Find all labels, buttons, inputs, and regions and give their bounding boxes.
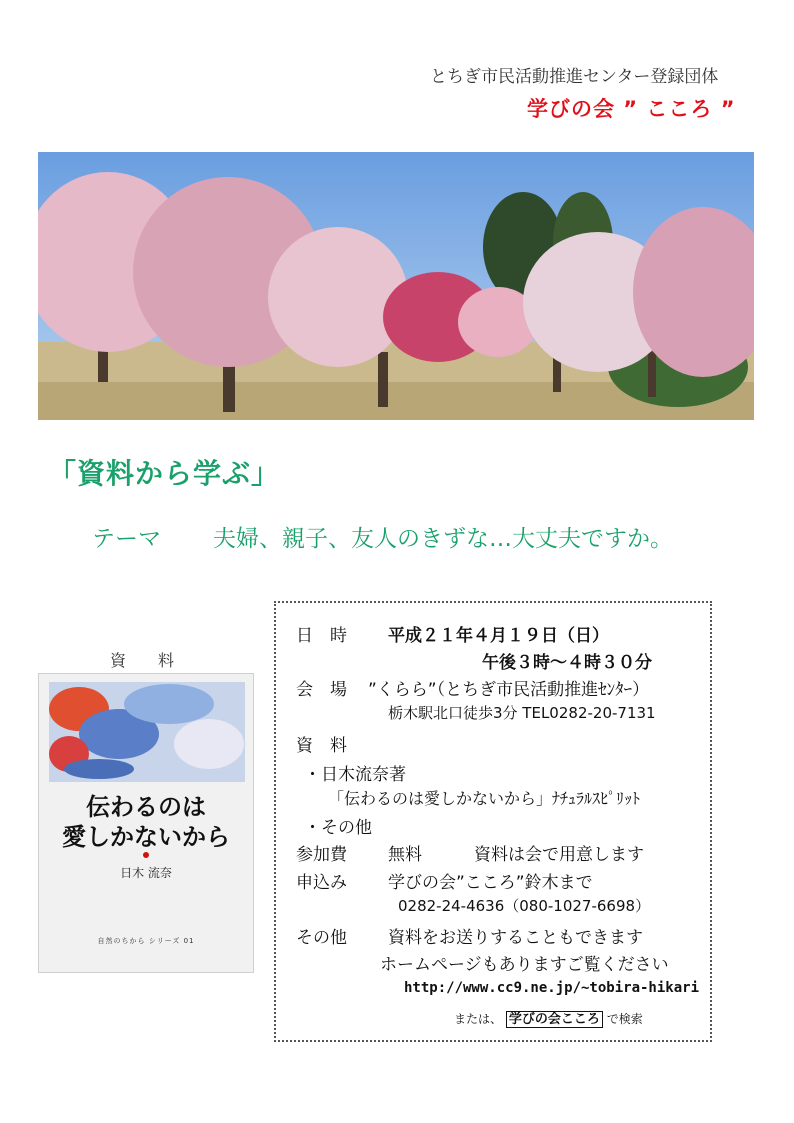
fee-label: 参加費 [296, 845, 347, 865]
date-value: 平成２１年４月１９日（日） [388, 626, 609, 646]
group-name: 学びの会 ” こころ ” [527, 97, 736, 121]
material-item2: ・その他 [304, 818, 372, 838]
homepage-link[interactable]: http://www.cc9.ne.jp/~tobira-hikari [404, 980, 700, 996]
other-label: その他 [296, 928, 347, 948]
other-value2: ホームページもありますご覧ください [380, 955, 669, 975]
event-info-box [274, 601, 712, 1042]
apply-label: 申込み [296, 873, 347, 893]
venue-access: 栃木駅北口徒歩3分 TEL0282-20-7131 [388, 704, 656, 722]
fee-value: 無料 [388, 845, 422, 865]
apply-value: 学びの会”こころ”鈴木まで [388, 873, 593, 893]
apply-phone: 0282-24-4636（080-1027-6698） [398, 897, 651, 915]
search-suffix: で検索 [606, 1012, 643, 1026]
venue-label: 会 場 [296, 680, 347, 700]
search-prefix: または、 [454, 1012, 503, 1026]
theme-line [92, 520, 673, 553]
search-note [454, 1008, 643, 1027]
theme-text: 夫婦、親子、友人のきずな…大丈夫ですか。 [213, 526, 673, 552]
time-value: 午後３時～４時３０分 [482, 653, 652, 673]
material-item1-title: 「伝わるのは愛しかないから」ﾅﾁｭﾗﾙｽﾋﾟﾘｯﾄ [328, 789, 641, 808]
book-title-line2: 愛しかないから [62, 822, 230, 851]
venue-value: ”くらら”（とちぎ市民活動推進ｾﾝﾀｰ） [368, 680, 650, 700]
book-cover [38, 673, 254, 973]
search-keyword-box[interactable]: 学びの会こころ [506, 1011, 603, 1028]
other-value1: 資料をお送りすることもできます [388, 928, 643, 948]
organization-label: とちぎ市民活動推進センター登録団体 [430, 67, 719, 87]
material-label: 資 料 [296, 736, 347, 756]
fee-note: 資料は会で用意します [474, 845, 644, 865]
book-dot [143, 852, 149, 858]
book-caption: 資 料 [110, 651, 175, 670]
theme-label: テーマ [92, 526, 161, 552]
plum-blossom-photo [38, 152, 754, 420]
book-author: 日木 流奈 [120, 866, 172, 880]
book-series: 自然のちから シリーズ 01 [97, 937, 195, 945]
page-title: 「資料から学ぶ」 [48, 457, 281, 490]
book-title-line1: 伝わるのは [86, 792, 206, 821]
material-item1: ・日木流奈著 [304, 765, 406, 785]
date-label: 日 時 [296, 626, 347, 646]
